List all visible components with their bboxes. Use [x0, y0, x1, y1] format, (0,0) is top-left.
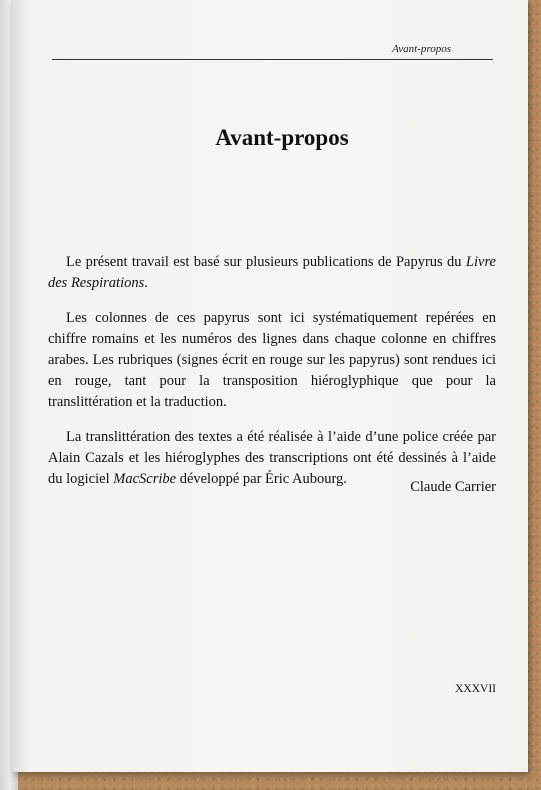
paragraph-3-text: La translittération des textes a été réalisée à l’aide d’une police créée par Alain Cazals et les hiéroglyphes des transcriptions ont été dessinés à l’aide du logiciel [48, 429, 496, 487]
paragraph-1-italic: Livre des Respirations [48, 254, 496, 291]
paragraph-2: Les colonnes de ces papyrus sont ici systématiquement repérées en chiffre romains et les numéros des lignes dans chaque colonne en chiffres arabes. Les rubriques (signes écrit en rouge sur les papyrus) sont rendues ici en rouge, tant pour la transposition hiéroglyphique que pour la translittération et la traduction. [48, 310, 496, 410]
paragraph-1-text: Le présent travail est basé sur plusieurs publications de Papyrus du [66, 254, 466, 270]
paragraph-1-end: . [144, 275, 148, 291]
author-signature: Claude Carrier [410, 479, 496, 495]
header-rule [52, 59, 493, 60]
running-head: Avant-propos [392, 43, 451, 55]
paragraph-3-italic: MacScribe [113, 471, 177, 487]
page-title: Avant-propos [215, 125, 349, 150]
paragraph-3-end: développé par Éric Aubourg. [176, 471, 347, 487]
foreword-text [48, 252, 496, 504]
page-number: XXXVII [455, 683, 496, 695]
book-page [12, 0, 528, 772]
paragraph-1 [48, 252, 496, 294]
